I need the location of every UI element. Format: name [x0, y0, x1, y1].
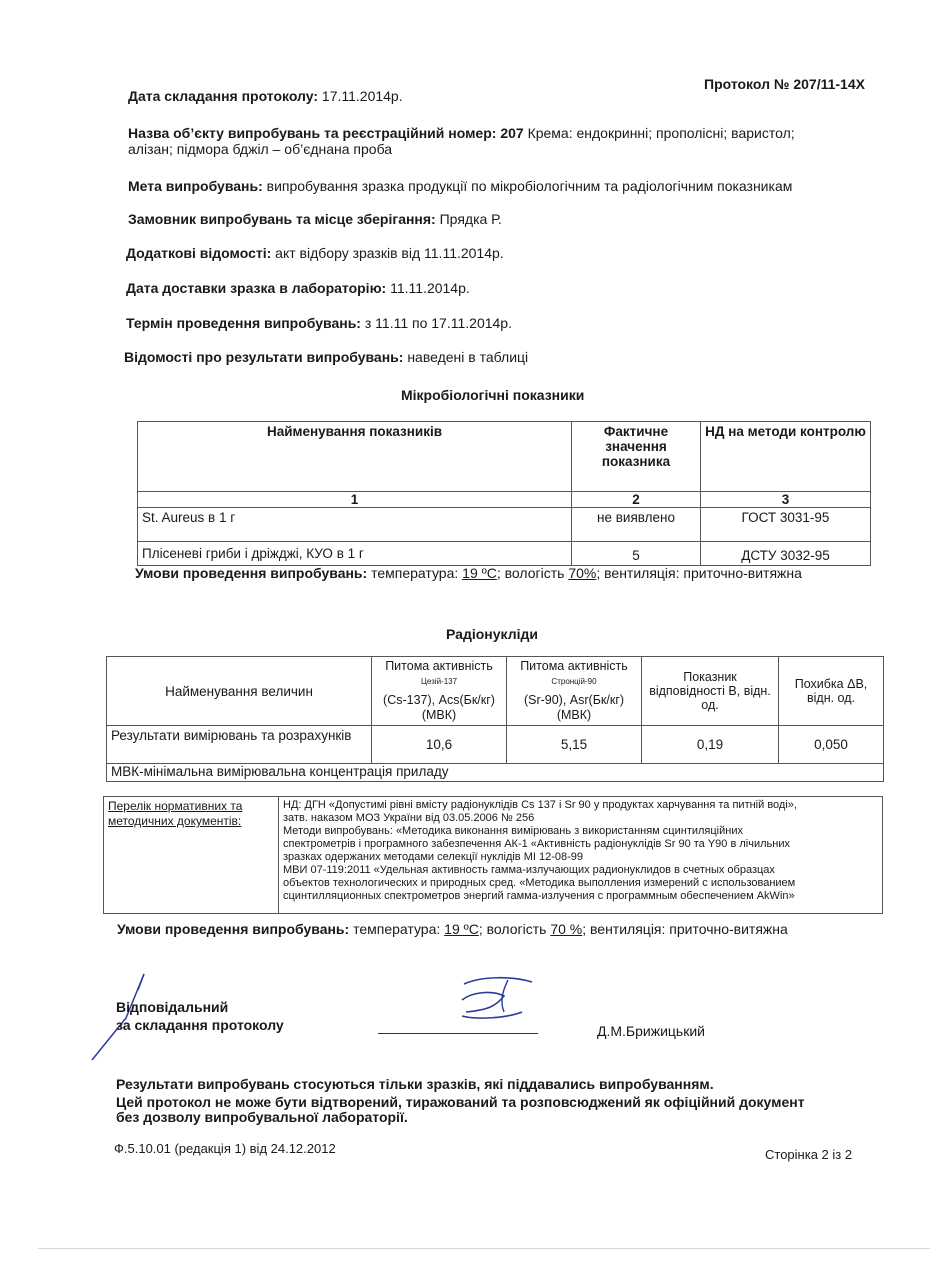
docs-line: сцинтилляционных спектрометров энергий гамма-излучения с программным обеспечением AkWin» [283, 890, 795, 902]
radio-header-err: Похибка ΔВ, відн. од. [779, 657, 884, 726]
conditions-text: температура: [349, 921, 445, 937]
signature-role-line2: за складання протоколу [116, 1017, 284, 1033]
micro-header-name: Найменування показників [138, 422, 572, 492]
micro-title: Мікробіологічні показники [401, 387, 585, 403]
field-value: наведені в таблиці [403, 349, 529, 365]
field-term [126, 314, 512, 332]
field-label: Дата складання протоколу: [128, 88, 319, 104]
header-text: (Sr-90), Аsr(Бк/кг) (МВК) [523, 693, 625, 722]
signature-icon [452, 972, 542, 1022]
field-customer [128, 210, 502, 228]
table-row [138, 542, 871, 566]
header-small: Цезій-137 [420, 677, 458, 686]
micro-conditions [135, 564, 802, 582]
table-row [138, 508, 871, 542]
field-label: Термін проведення випробувань: [126, 315, 361, 331]
radio-title: Радіонукліди [446, 626, 538, 642]
docs-line: объектов технологических и природных сред. «Методика выполления измерений с использованием [283, 877, 796, 889]
signature-name: Д.М.Брижицький [597, 1023, 705, 1039]
signature-line [378, 1033, 538, 1034]
conditions-text: ; вологість [478, 921, 551, 937]
field-label: Замовник випробувань та місце зберігання: [128, 211, 436, 227]
docs-line: МВИ 07-119:2011 «Удельная активность гамма-излучающих радионуклидов в счетных образцах [283, 864, 775, 876]
field-label: Мета випробувань: [128, 178, 263, 194]
field-label: Дата доставки зразка в лабораторію: [126, 280, 387, 296]
header-text: Питома активність [520, 659, 628, 673]
field-value: з 11.11 по 17.11.2014р. [360, 315, 512, 331]
scan-divider [38, 1248, 930, 1249]
field-delivery [126, 279, 470, 297]
disclaimer-line: Результати випробувань стосуються тільки зразків, які піддавались випробуванням. [116, 1076, 714, 1092]
header-text: Питома активність [385, 659, 493, 673]
field-additional [126, 244, 504, 262]
conditions-temp: 19 ºС [444, 921, 479, 937]
micro-col-number: 3 [701, 492, 871, 508]
radio-row-b: 0,19 [642, 726, 779, 764]
field-value: 17.11.2014р. [318, 88, 403, 104]
field-label: Відомості про результати випробувань: [124, 349, 404, 365]
footer-page: Сторінка 2 із 2 [765, 1147, 853, 1162]
header-text: (Cs-137), Аcs(Бк/кг) (МВК) [383, 693, 495, 722]
field-value: Крема: ендокринні; прополісні; варистол; [523, 125, 795, 141]
field-value: акт відбору зразків від 11.11.2014р. [271, 245, 504, 261]
conditions-text: температура: [367, 565, 463, 581]
radio-table [106, 656, 884, 782]
micro-header-method: НД на методи контролю [701, 422, 871, 492]
conditions-text: ; вентиляція: приточно-витяжна [582, 921, 788, 937]
conditions-text: ; вентиляція: приточно-витяжна [596, 565, 802, 581]
radio-header-name: Найменування величин [107, 657, 372, 726]
docs-line: НД: ДГН «Допустимі рівні вмісту радіонуклідів Cs 137 і Sr 90 у продуктах харчування та питній воді», [283, 799, 797, 811]
docs-text-cell [279, 797, 883, 914]
radio-row-cs: 10,6 [372, 726, 507, 764]
micro-table [137, 421, 871, 566]
field-value: Прядка Р. [435, 211, 502, 227]
field-results [124, 348, 528, 366]
disclaimer-line: Цей протокол не може бути відтворений, тиражований та розповсюджений як офіційний документ [116, 1094, 805, 1110]
micro-col-number: 2 [572, 492, 701, 508]
radio-note: МВК-мінімальна вимірювальна концентрація приладу [107, 764, 884, 782]
conditions-text: ; вологість [496, 565, 569, 581]
field-object-cont: алізан; підмора бджіл – об’єднана проба [128, 141, 393, 157]
field-label: Додаткові відомості: [126, 245, 272, 261]
protocol-number: Протокол № 207/11-14Х [704, 76, 865, 92]
conditions-label: Умови проведення випробувань: [135, 565, 368, 581]
radio-row-name: Результати вимірювань та розрахунків [107, 726, 372, 764]
micro-header-value: Фактичне значення показника [572, 422, 701, 492]
signature-role-line1: Відповідальний [116, 999, 229, 1015]
conditions-temp: 19 ºС [462, 565, 497, 581]
docs-line: спектрометрів і програмного забезпечення АК-1 «Активність радіонуклідів Sr 90 та Y90 в лічильних [283, 838, 790, 850]
table-row [107, 726, 884, 764]
micro-row-name: Плісеневі гриби і дріжджі, КУО в 1 г [138, 542, 572, 566]
header-small: Стронцій-90 [551, 677, 597, 686]
docs-table [103, 796, 883, 914]
micro-col-number: 1 [138, 492, 572, 508]
docs-label: Перелік нормативних та методичних документів: [108, 799, 243, 828]
micro-row-method: ГОСТ 3031-95 [701, 508, 871, 542]
field-value: 11.11.2014р. [386, 280, 470, 296]
footer-form: Ф.5.10.01 (редакція 1) від 24.12.2012 [114, 1141, 336, 1156]
field-label: Назва об’єкту випробувань та реєстраційний номер: 207 [128, 125, 524, 141]
docs-label-cell [104, 797, 279, 914]
radio-header-cs [372, 657, 507, 726]
radio-header-b: Показник відповідності В, відн. од. [642, 657, 779, 726]
field-purpose [128, 177, 792, 195]
radio-row-sr: 5,15 [507, 726, 642, 764]
micro-row-method: ДСТУ 3032-95 [701, 542, 871, 566]
disclaimer-line: без дозволу випробувальної лабораторії. [116, 1109, 408, 1125]
conditions-humidity: 70% [568, 565, 597, 581]
radio-conditions [117, 920, 788, 938]
docs-line: зразках одержаних методами селекції нуклідів МІ 12-08-99 [283, 851, 584, 863]
field-value: випробування зразка продукції по мікробіологічним та радіологічним показникам [262, 178, 793, 194]
micro-row-value: не виявлено [572, 508, 701, 542]
radio-row-err: 0,050 [779, 726, 884, 764]
docs-line: затв. наказом МОЗ України від 03.05.2006 № 256 [283, 812, 535, 824]
micro-row-name: St. Aureus в 1 г [138, 508, 572, 542]
docs-line: Методи випробувань: «Методика виконання вимірювань з використанням сцинтиляційних [283, 825, 743, 837]
conditions-humidity: 70 % [550, 921, 583, 937]
field-date [128, 87, 403, 105]
micro-row-value: 5 [572, 542, 701, 566]
radio-header-sr [507, 657, 642, 726]
conditions-label: Умови проведення випробувань: [117, 921, 350, 937]
